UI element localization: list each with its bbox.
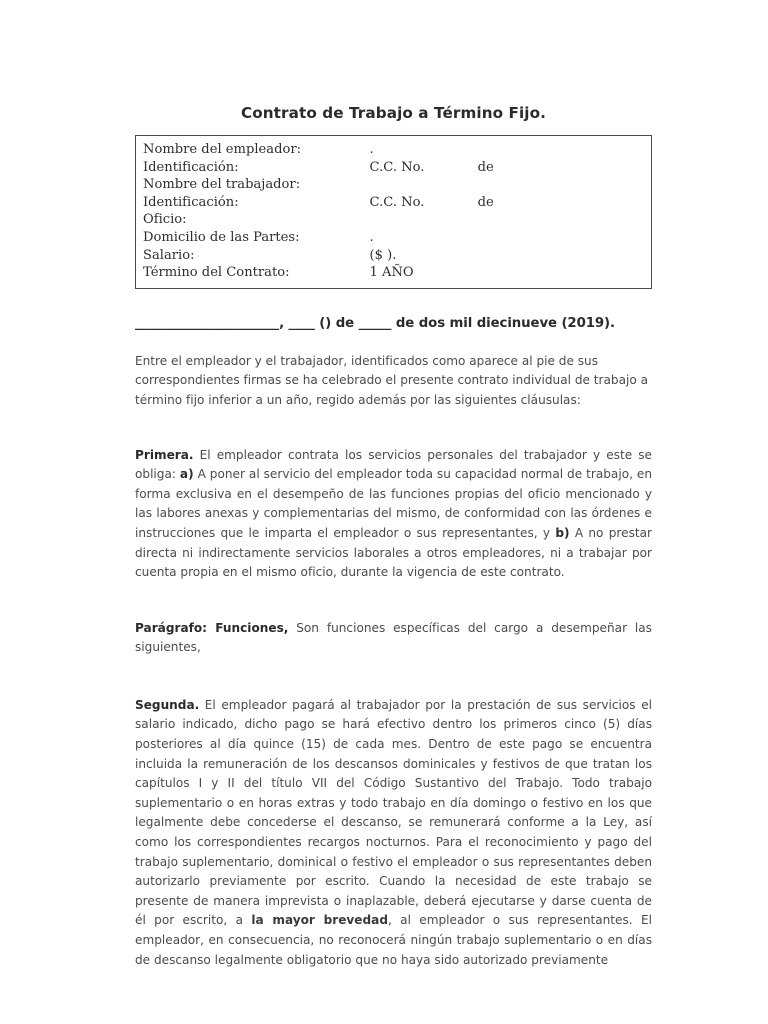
table-cell-label-text: Identificación:: [143, 159, 239, 175]
table-cell-extra-text: de: [477, 159, 494, 175]
table-cell-label-text: Identificación:: [143, 194, 239, 210]
table-cell-label: [136, 229, 370, 247]
table-cell-value: [370, 247, 478, 265]
table-cell-extra-text: [478, 229, 651, 247]
table-cell-label-text: Nombre del trabajador:: [143, 177, 301, 193]
table-cell-extra: [478, 247, 652, 265]
clause-segunda-semibold: la mayor brevedad: [251, 913, 388, 928]
table-cell-value-text: .: [369, 142, 374, 157]
table-cell-extra: [478, 159, 652, 177]
table-row: [136, 229, 652, 247]
table-cell-extra: [478, 176, 652, 194]
clause-paragrafo-funciones-emphasis: Parágrafo: Funciones,: [135, 620, 289, 635]
table-row: [136, 176, 652, 194]
clause-segunda: [135, 658, 652, 970]
table-cell-label: [136, 264, 370, 288]
page-title: Contrato de Trabajo a Término Fijo.: [240, 104, 547, 122]
clause-primera-text: A no prestar directa ni indirectamente servicios laborales a otros empleadores, ni a trabajar por cuenta propia en el mismo oficio, durante la vigencia de este contrato.: [135, 525, 652, 580]
table-cell-label: [136, 176, 370, 194]
table-cell-value: [370, 194, 478, 212]
party-details-table-body: [136, 136, 652, 289]
table-cell-value: [370, 229, 478, 247]
table-cell-extra: [478, 194, 652, 212]
clause-segunda-text: , al empleador o sus representantes. El empleador, en consecuencia, no reconocerá ningún trabajo suplementario o en días de descanso legalmente obligatorio que no haya sido autorizado previamente: [135, 913, 652, 967]
table-cell-value-text: [370, 211, 478, 229]
clause-primera: [135, 411, 652, 583]
table-cell-extra: [478, 211, 652, 229]
table-cell-extra-text: de: [477, 194, 494, 210]
table-row: [136, 247, 652, 265]
table-cell-extra-text: [478, 211, 651, 229]
table-cell-value-text: [370, 176, 478, 194]
table-cell-extra-text: [478, 247, 651, 265]
party-details-table: [135, 135, 652, 289]
table-cell-value: [370, 211, 478, 229]
table-cell-label-text: Oficio:: [143, 212, 187, 228]
document-body: [135, 0, 652, 970]
table-cell-value: [370, 136, 478, 159]
clause-primera-emphasis: b): [555, 525, 570, 540]
table-cell-extra: [478, 136, 652, 159]
table-row: [136, 194, 652, 212]
clause-primera-text: A poner al servicio del empleador toda su capacidad normal de trabajo, en forma exclusiva en el desempeño de las funciones propias del oficio mencionado y las labores anexas y complementarias del mismo, de conformidad con las órdenes e instrucciones que le imparta el empleador o sus representantes, y: [135, 467, 652, 540]
table-cell-label-text: Nombre del empleador:: [143, 142, 302, 157]
clause-segunda-emphasis: Segunda.: [135, 697, 200, 712]
table-cell-extra: [478, 264, 652, 288]
table-cell-label: [136, 247, 370, 265]
clause-paragrafo-funciones-text: Son funciones específicas del cargo a desempeñar las siguientes,: [135, 620, 652, 655]
table-row: [136, 264, 652, 288]
clause-primera-emphasis: a): [179, 467, 194, 482]
table-cell-extra-text: [478, 176, 651, 194]
date-line: ______________________, ____ () de _____ de dos mil diecinueve (2019).: [135, 315, 615, 331]
table-cell-extra: [478, 229, 652, 247]
table-cell-label: [136, 211, 370, 229]
table-row: [136, 136, 652, 159]
table-cell-value: [370, 159, 478, 177]
clause-primera-text: El empleador contrata los servicios personales del trabajador y este se obliga:: [135, 447, 652, 482]
table-cell-value-text: 1 AÑO: [369, 265, 414, 281]
clause-primera-emphasis: Primera.: [135, 447, 194, 462]
table-cell-label: [136, 194, 370, 212]
table-cell-value-text: C.C. No.: [369, 194, 425, 210]
table-cell-extra-text: [478, 264, 651, 288]
table-cell-value-text: C.C. No.: [369, 159, 425, 175]
table-cell-label-text: Salario:: [143, 247, 195, 263]
table-row: [136, 159, 652, 177]
table-cell-label-text: Término del Contrato:: [143, 265, 290, 281]
table-cell-value-text: .: [369, 229, 374, 245]
table-cell-label-text: Domicilio de las Partes:: [143, 229, 300, 245]
table-cell-label: [136, 136, 370, 159]
clause-segunda-text: El empleador pagará al trabajador por la prestación de sus servicios el salario indicado, dicho pago se hará efectivo dentro los primeros cinco (5) días posteriores al día quince (15) de cada mes. Dentro de este pago se encuentra incluida la remuneración de los descansos dominicales y festivos de que tratan los capítulos I y II del título VII del Código Sustantivo del Trabajo. Todo trabajo suplementario o en horas extras y todo trabajo en día domingo o festivo en los que legalmente debe concederse el descanso, se remunerará conforme a la Ley, así como los correspondientes recargos nocturnos. Para el reconocimiento y pago del trabajo suplementario, dominical o festivo el empleador o sus representantes deben autorizarlo previamente por escrito. Cuando la necesidad de este trabajo se presente de manera imprevista o inaplazable, deberá ejecutarse y darse cuenta de él por escrito, a: [135, 697, 652, 928]
clause-paragrafo-funciones: [135, 583, 652, 658]
intro-paragraph: Entre el empleador y el trabajador, identificados como aparece al pie de sus correspondientes firmas se ha celebrado el presente contrato individual de trabajo a término fijo inferior a un año, regido además por las siguientes cláusulas:: [135, 353, 649, 407]
table-row: [136, 211, 652, 229]
table-cell-label: [136, 159, 370, 177]
table-cell-extra-text: [478, 136, 651, 159]
table-cell-value: [370, 264, 478, 288]
table-cell-value: [370, 176, 478, 194]
table-cell-value-text: ($ ).: [369, 247, 397, 263]
